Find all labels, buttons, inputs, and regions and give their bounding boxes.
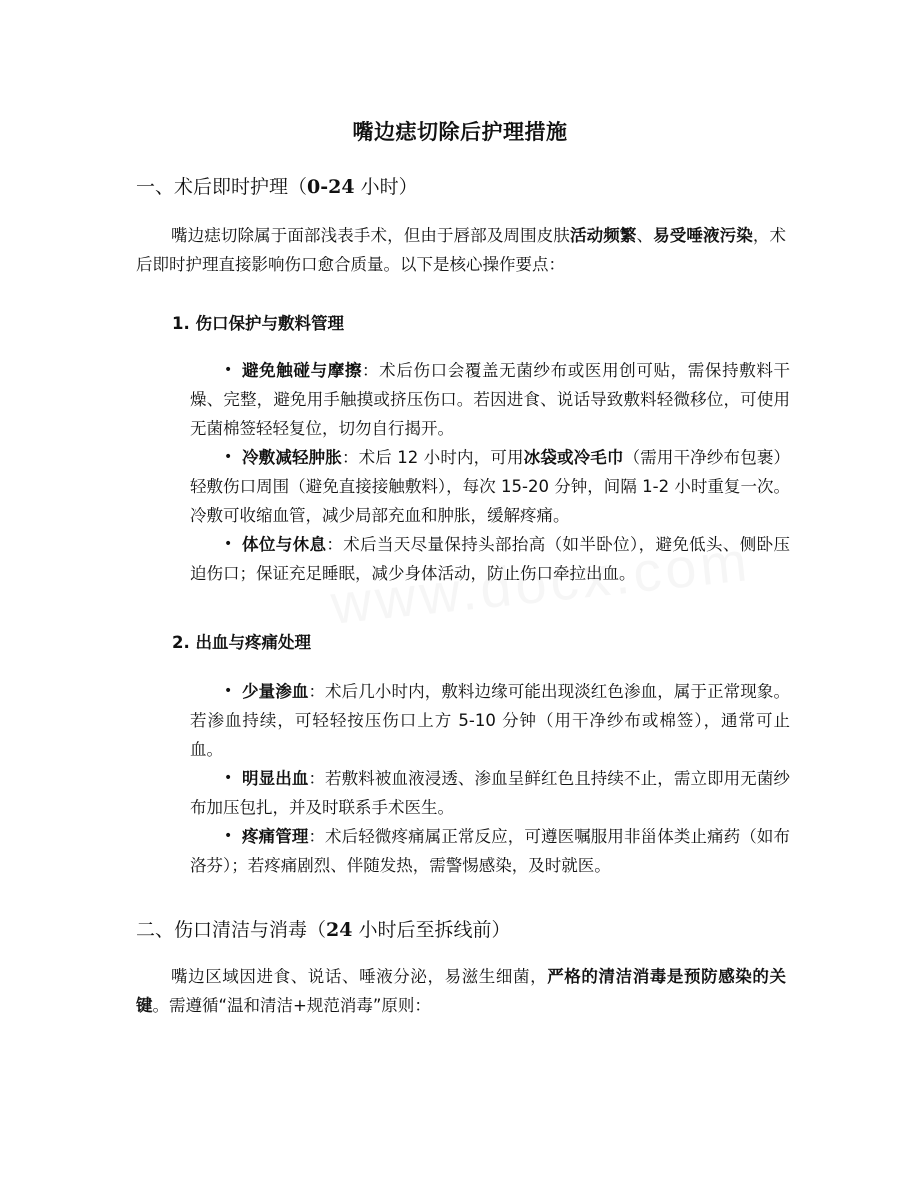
intro-text: ，术后即时护理直接影响伤口愈合质量。以下是核心操作要点： [136,226,786,274]
item-label: 体位与休息 [242,535,327,554]
item-text: ：术后当天尽量保持头部抬高（如半卧位），避免低头、侧卧压迫伤口；保证充足睡眠，减少身体活动，防止伤口牵拉出血。 [190,535,791,583]
item-label: 少量渗血 [242,682,309,701]
document-title: 嘴边痣切除后护理措施 [352,120,568,144]
list-item [190,764,790,822]
intro-emphasis: 活动频繁 [570,226,637,245]
bullet-icon: • [224,770,233,786]
item-text: （需用干净纱布包裹）轻敷伤口周围（避免直接接触敷料），每次 15-20 分钟，间隔 1-2 小时重复一次。冷敷可收缩血管，减少局部充血和肿胀，缓解疼痛。 [190,448,790,525]
subsection-2-list [190,677,790,880]
section-2-heading-suffix: 小时后至拆线前） [352,919,511,941]
subsection-1-heading: 1. 伤口保护与敷料管理 [172,314,344,333]
list-item [190,822,790,880]
section-1-heading [136,172,796,199]
item-label: 冷敷减轻肿胀 [242,448,342,467]
intro-text: 嘴边区域因进食、说话、唾液分泌，易滋生细菌， [171,967,548,986]
intro-text: 、 [636,226,654,245]
list-item [190,443,790,530]
item-label: 明显出血 [242,769,309,788]
item-label: 疼痛管理 [242,827,309,846]
bullet-icon: • [224,828,233,844]
item-text: ：术后几小时内，敷料边缘可能出现淡红色渗血，属于正常现象。若渗血持续，可轻轻按压伤口上方 5-10 分钟（用干净纱布或棉签），通常可止血。 [190,682,790,759]
section-1-heading-prefix: 一、术后即时护理（ [136,176,308,198]
bullet-icon: • [224,683,233,699]
section-1-intro [136,221,786,279]
bullet-icon: • [224,449,233,465]
intro-text: 。需遵循“温和清洁+规范消毒”原则： [152,996,431,1015]
item-emphasis: 冰袋或冷毛巾 [523,448,624,467]
list-item [190,356,790,443]
intro-emphasis: 易受唾液污染 [653,226,753,245]
intro-text: 嘴边痣切除属于面部浅表手术，但由于唇部及周围皮肤 [171,226,570,245]
item-text: ：术后 12 小时内，可用 [341,448,524,467]
section-2-heading [136,915,796,942]
subsection-1-list [190,356,790,588]
item-text: ：若敷料被血液浸透、渗血呈鲜红色且持续不止，需立即用无菌纱布加压包扎，并及时联系手术医生。 [190,769,790,817]
list-item [190,677,790,764]
section-2-heading-prefix: 二、伤口清洁与消毒（ [136,919,327,941]
bullet-icon: • [224,362,233,378]
bullet-icon: • [224,536,233,552]
section-2-heading-range: 24 [326,919,353,941]
section-2-intro [136,962,786,1020]
section-1-heading-range: 0-24 [307,176,355,198]
list-item [190,530,790,588]
item-text: ：术后伤口会覆盖无菌纱布或医用创可贴，需保持敷料干燥、完整，避免用手触摸或挤压伤口。若因进食、说话导致敷料轻微移位，可使用无菌棉签轻轻复位，切勿自行揭开。 [190,361,791,438]
item-label: 避免触碰与摩擦 [242,361,363,380]
item-text: ：术后轻微疼痛属正常反应，可遵医嘱服用非甾体类止痛药（如布洛芬）；若疼痛剧烈、伴随发热，需警惕感染，及时就医。 [190,827,790,875]
subsection-2-heading: 2. 出血与疼痛处理 [172,633,311,652]
intro-emphasis: 严格的清洁消毒是预防感染的关键 [136,967,787,1015]
section-1-heading-suffix: 小时） [354,176,418,198]
